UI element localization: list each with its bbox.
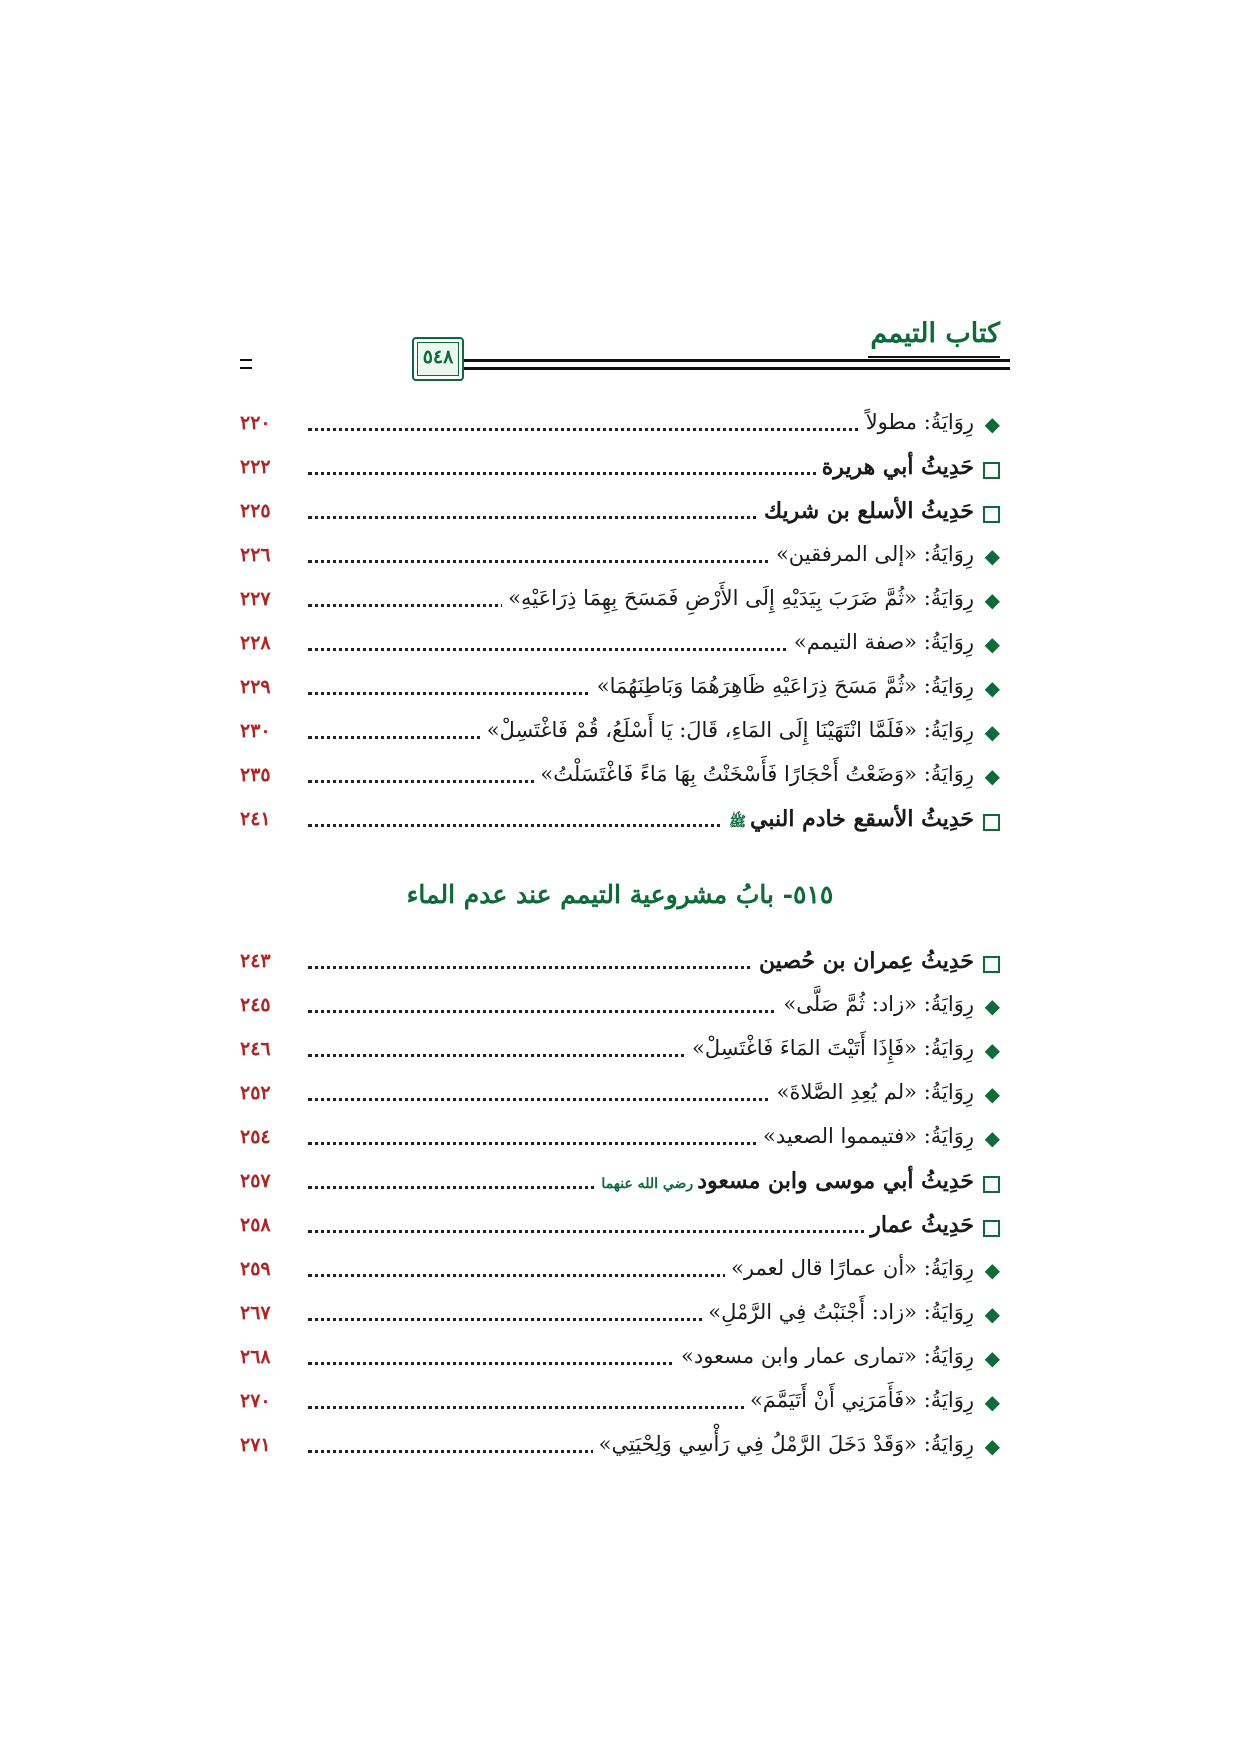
diamond-bullet-icon: ◆	[984, 632, 1000, 656]
diamond-bullet-icon: ◆	[984, 412, 1000, 436]
diamond-bullet-icon: ◆	[984, 1038, 1000, 1062]
entry-text: «زاد: ثُمَّ صَلَّى»	[783, 992, 918, 1016]
toc-section-2	[240, 942, 1000, 1470]
entry-label: رِوَايَةُ:	[923, 1344, 974, 1368]
entry-text: «فَلَمَّا انْتَهَيْنَا إِلَى المَاءِ، قَالَ: يَا أَسْلَعُ، قُمْ فَاغْتَسِلْ»	[486, 718, 918, 742]
toc-entry-title	[725, 1256, 974, 1280]
entry-label: رِوَايَةُ:	[923, 410, 974, 434]
diamond-bullet-icon: ◆	[984, 1302, 1000, 1326]
toc-page-number: ٢٣٠	[240, 720, 271, 742]
toc-page-number: ٢٢٦	[240, 544, 271, 566]
entry-text: «لم يُعِدِ الصَّلاةَ»	[776, 1080, 918, 1104]
toc-page-number: ٢٤١	[240, 808, 271, 830]
diamond-bullet-icon: ◆	[984, 676, 1000, 700]
toc-page-number: ٢٥٩	[240, 1258, 271, 1280]
diamond-bullet-icon: ◆	[984, 720, 1000, 744]
toc-page-number: ٢٣٥	[240, 764, 271, 786]
entry-label: رِوَايَةُ:	[923, 1036, 974, 1060]
toc-page-number: ٢٧١	[240, 1434, 271, 1456]
entry-label: رِوَايَةُ:	[923, 542, 974, 566]
toc-page-number: ٢٢٩	[240, 676, 271, 698]
square-bullet-icon	[983, 956, 1000, 973]
entry-text: «وَقَدْ دَخَلَ الرَّمْلُ فِي رَأْسِي وَلِحْيَتِي»	[598, 1432, 918, 1456]
entry-text: «أن عمارًا قال لعمر»	[731, 1256, 918, 1280]
header-rule-bottom	[462, 367, 1010, 370]
diamond-bullet-icon: ◆	[984, 1346, 1000, 1370]
toc-entry[interactable]	[240, 1162, 1000, 1206]
entry-label: رِوَايَةُ:	[923, 1256, 974, 1280]
diamond-bullet-icon: ◆	[984, 1258, 1000, 1282]
toc-entry-title	[595, 1168, 974, 1194]
toc-entry-title	[593, 1432, 974, 1456]
toc-page-number: ٢٥٧	[240, 1170, 271, 1192]
toc-section-1	[240, 404, 1000, 844]
header-rule-left-top	[240, 359, 252, 361]
toc-entry[interactable]	[240, 1294, 1000, 1338]
toc-entry-title	[753, 948, 974, 974]
diamond-bullet-icon: ◆	[984, 1390, 1000, 1414]
honorific-glyph: ﷺ	[729, 814, 747, 830]
page-header	[240, 318, 1000, 393]
toc-entry[interactable]	[240, 712, 1000, 756]
entry-text: «فَأَمَرَنِي أَنْ أَتَيَمَّمَ»	[749, 1388, 918, 1412]
entry-label: رِوَايَةُ:	[923, 1124, 974, 1148]
toc-entry-title	[757, 1124, 974, 1148]
toc-page-number: ٢٢٠	[240, 412, 271, 434]
entry-text: أبي موسى وابن مسعود	[697, 1168, 914, 1194]
toc-entry[interactable]	[240, 624, 1000, 668]
toc-page-number: ٢٢٥	[240, 500, 271, 522]
entry-label: رِوَايَةُ:	[923, 630, 974, 654]
entry-label: رِوَايَةُ:	[923, 1388, 974, 1412]
toc-page-number: ٢٥٤	[240, 1126, 271, 1148]
header-rule-left-bottom	[240, 367, 252, 369]
toc-page-number: ٢٥٢	[240, 1082, 271, 1104]
square-bullet-icon	[983, 462, 1000, 479]
diamond-bullet-icon: ◆	[984, 588, 1000, 612]
toc-page-number: ٢٤٣	[240, 950, 271, 972]
entry-label: حَدِيثُ	[921, 1168, 974, 1194]
toc-entry-title	[675, 1344, 974, 1368]
toc-entry[interactable]	[240, 800, 1000, 844]
entry-label: حَدِيثُ	[921, 806, 974, 832]
entry-label: رِوَايَةُ:	[923, 992, 974, 1016]
diamond-bullet-icon: ◆	[984, 994, 1000, 1018]
entry-label: رِوَايَةُ:	[923, 586, 974, 610]
entry-label: رِوَايَةُ:	[923, 718, 974, 742]
toc-entry[interactable]	[240, 986, 1000, 1030]
entry-label: رِوَايَةُ:	[923, 1080, 974, 1104]
toc-entry-title	[788, 630, 974, 654]
toc-entry-title	[864, 1212, 974, 1238]
diamond-bullet-icon: ◆	[984, 1434, 1000, 1458]
chapter-heading: ٥١٥- بابُ مشروعية التيمم عند عدم الماء	[406, 880, 834, 909]
toc-entry[interactable]	[240, 1250, 1000, 1294]
header-rule-top	[462, 359, 1010, 362]
entry-text: «فتيمموا الصعيد»	[763, 1124, 918, 1148]
diamond-bullet-icon: ◆	[984, 544, 1000, 568]
entry-label: رِوَايَةُ:	[923, 1432, 974, 1456]
toc-entry-title	[723, 806, 974, 833]
entry-label: حَدِيثُ	[921, 498, 974, 524]
toc-page-number: ٢٥٨	[240, 1214, 271, 1236]
toc-page-number: ٢٤٦	[240, 1038, 271, 1060]
honorific-glyph: رضي الله عنهما	[601, 1176, 694, 1192]
toc-page-number: ٢٤٥	[240, 994, 271, 1016]
toc-entry-title	[502, 586, 974, 610]
toc-entry[interactable]	[240, 1426, 1000, 1470]
square-bullet-icon	[983, 814, 1000, 831]
entry-text: «إلى المرفقين»	[775, 542, 918, 566]
toc-entry[interactable]	[240, 1030, 1000, 1074]
title-underline	[868, 356, 1000, 358]
page-number-badge	[412, 337, 464, 381]
toc-entry[interactable]	[240, 942, 1000, 986]
toc-page-number: ٢٢٧	[240, 588, 271, 610]
toc-entry[interactable]	[240, 756, 1000, 800]
square-bullet-icon	[983, 1220, 1000, 1237]
toc-entry-title	[860, 410, 974, 434]
toc-entry-title	[534, 762, 974, 786]
toc-entry[interactable]	[240, 448, 1000, 492]
toc-entry-title	[758, 498, 974, 524]
entry-text: «فَإِذَا أَتَيْتَ المَاءَ فَاغْتَسِلْ»	[691, 1036, 918, 1060]
toc-entry[interactable]	[240, 1382, 1000, 1426]
entry-text: «وَضَعْتُ أَحْجَارًا فَأَسْخَنْتُ بِهَا مَاءً فَاغْتَسَلْتُ»	[540, 762, 918, 786]
toc-page-number: ٢٦٨	[240, 1346, 271, 1368]
entry-text: عِمران بن حُصين	[758, 948, 914, 974]
toc-entry-title	[591, 674, 974, 698]
toc-entry[interactable]	[240, 668, 1000, 712]
toc-entry-title	[744, 1388, 974, 1412]
toc-entry-title	[481, 718, 974, 742]
square-bullet-icon	[983, 1176, 1000, 1193]
book-title: كتاب التيمم	[870, 318, 1000, 349]
page-number: ٥٤٨	[422, 346, 454, 368]
entry-label: رِوَايَةُ:	[923, 762, 974, 786]
entry-text: عمار	[870, 1212, 914, 1238]
entry-text: «تمارى عمار وابن مسعود»	[681, 1344, 918, 1368]
toc-entry[interactable]	[240, 1338, 1000, 1382]
entry-text: مطولاً	[865, 410, 918, 434]
diamond-bullet-icon: ◆	[984, 764, 1000, 788]
toc-entry[interactable]	[240, 580, 1000, 624]
toc-page-number: ٢٢٨	[240, 632, 271, 654]
toc-entry-title	[686, 1036, 974, 1060]
entry-text: الأسلع بن شريك	[763, 498, 914, 524]
entry-text: «ثُمَّ مَسَحَ ذِرَاعَيْهِ ظَاهِرَهُمَا وَبَاطِنَهُمَا»	[596, 674, 918, 698]
toc-entry-title	[777, 992, 974, 1016]
entry-label: رِوَايَةُ:	[923, 1300, 974, 1324]
entry-label: حَدِيثُ	[921, 948, 974, 974]
toc-page-number: ٢٦٧	[240, 1302, 271, 1324]
toc-entry[interactable]	[240, 404, 1000, 448]
toc-entry-title	[771, 1080, 974, 1104]
toc-entry[interactable]	[240, 492, 1000, 536]
entry-text: «زاد: أَجْنَبْتُ فِي الرَّمْلِ»	[708, 1300, 918, 1324]
toc-entry-title	[816, 454, 974, 480]
entry-label: حَدِيثُ	[921, 454, 974, 480]
toc-page-number: ٢٧٠	[240, 1390, 271, 1412]
toc-entry-title	[702, 1300, 974, 1324]
entry-label: حَدِيثُ	[921, 1212, 974, 1238]
toc-entry-title	[770, 542, 974, 566]
toc-entry[interactable]	[240, 1206, 1000, 1250]
toc-page-number: ٢٢٢	[240, 456, 271, 478]
square-bullet-icon	[983, 506, 1000, 523]
entry-text: «ثُمَّ ضَرَبَ بِيَدَيْهِ إِلَى الأَرْضِ فَمَسَحَ بِهِمَا ذِرَاعَيْهِ»	[508, 586, 918, 610]
diamond-bullet-icon: ◆	[984, 1126, 1000, 1150]
diamond-bullet-icon: ◆	[984, 1082, 1000, 1106]
entry-text: «صفة التيمم»	[793, 630, 918, 654]
entry-text: الأسقع خادم النبي	[750, 806, 914, 832]
toc-entry[interactable]	[240, 1074, 1000, 1118]
toc-entry[interactable]	[240, 1118, 1000, 1162]
entry-text: أبي هريرة	[821, 454, 914, 480]
toc-entry[interactable]	[240, 536, 1000, 580]
entry-label: رِوَايَةُ:	[923, 674, 974, 698]
